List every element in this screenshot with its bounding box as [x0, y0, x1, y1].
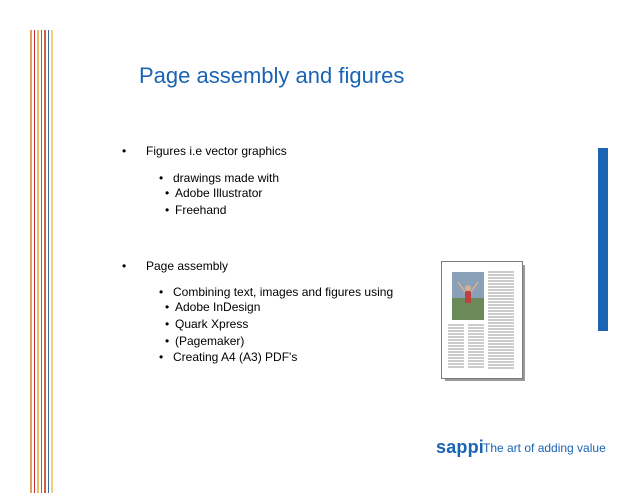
bullet-mark: •: [165, 203, 170, 217]
footer-tagline: The art of adding value: [483, 441, 606, 455]
bullet-text: Adobe InDesign: [175, 300, 261, 314]
bullet-text: Page assembly: [146, 259, 229, 273]
document-thumbnail-icon: [441, 261, 523, 379]
bullet-figures: [122, 144, 287, 158]
bullet-page-assembly: [122, 259, 228, 273]
bullet-text: Quark Xpress: [175, 317, 249, 331]
sappi-logo: sappi: [436, 437, 485, 457]
bullet-mark: •: [159, 350, 164, 364]
bullet-text: Figures i.e vector graphics: [146, 144, 287, 158]
bullet-text: (Pagemaker): [175, 334, 245, 348]
bullet-illustrator: [165, 186, 262, 200]
bullet-mark: •: [159, 171, 164, 185]
bullet-combining: [159, 285, 393, 299]
bullet-text: Freehand: [175, 203, 227, 217]
stripe: [41, 30, 42, 493]
bullet-text: drawings made with: [173, 171, 280, 185]
slide-title: Page assembly and figures: [139, 63, 405, 88]
bullet-freehand: [165, 203, 226, 217]
bullet-text: Combining text, images and figures using: [173, 285, 394, 299]
bullet-text: Creating A4 (A3) PDF's: [173, 350, 298, 364]
text-lines-left: [448, 325, 484, 367]
photo-person-body: [465, 291, 471, 303]
document-thumbnail-drawing: [442, 262, 522, 378]
bullet-mark: •: [165, 317, 170, 331]
bullet-mark: •: [165, 186, 170, 200]
bullet-mark: •: [159, 285, 164, 299]
stripe: [37, 30, 39, 493]
bullet-indesign: [165, 300, 260, 314]
stripe: [44, 30, 46, 493]
bullet-mark: •: [122, 259, 127, 273]
bullet-mark: •: [165, 300, 170, 314]
bullet-creating-pdf: [159, 350, 297, 364]
bullet-quark: [165, 317, 248, 331]
stripe: [48, 30, 49, 493]
stripe: [34, 30, 35, 493]
bullet-mark: •: [122, 144, 127, 158]
bullet-drawings: [159, 171, 279, 185]
text-lines-right: [488, 272, 514, 368]
accent-side-bar: [598, 148, 608, 331]
bullet-mark: •: [165, 334, 170, 348]
bullet-pagemaker: [165, 334, 244, 348]
decorative-stripes: [30, 30, 56, 493]
stripe: [30, 30, 32, 493]
photo-person-head: [465, 285, 471, 291]
stripe: [51, 30, 53, 493]
bullet-text: Adobe Illustrator: [175, 186, 263, 200]
